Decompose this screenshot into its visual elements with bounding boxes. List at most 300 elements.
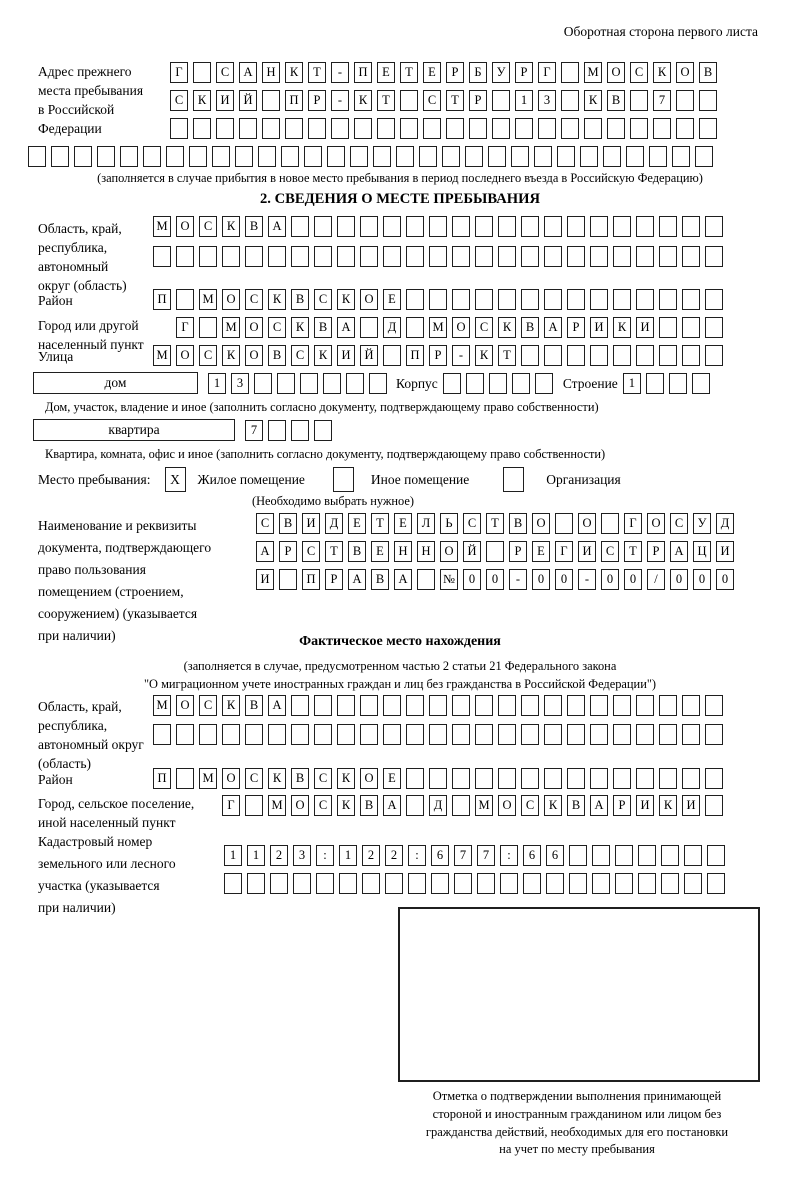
char-cell[interactable]: А xyxy=(256,541,274,562)
char-cell[interactable] xyxy=(406,724,424,745)
char-cell[interactable] xyxy=(659,289,677,310)
char-cell[interactable]: Г xyxy=(170,62,188,83)
char-cell[interactable] xyxy=(603,146,621,167)
char-cell[interactable] xyxy=(636,216,654,237)
char-cell[interactable] xyxy=(486,541,504,562)
char-cell[interactable] xyxy=(293,873,311,894)
char-cell[interactable]: В xyxy=(699,62,717,83)
char-cell[interactable] xyxy=(567,345,585,366)
char-cell[interactable]: О xyxy=(245,345,263,366)
char-cell[interactable]: Е xyxy=(383,768,401,789)
char-cell[interactable]: Й xyxy=(360,345,378,366)
char-cell[interactable]: Т xyxy=(400,62,418,83)
char-cell[interactable] xyxy=(176,289,194,310)
char-cell[interactable]: С xyxy=(199,216,217,237)
char-cell[interactable] xyxy=(406,246,424,267)
char-cell[interactable] xyxy=(682,695,700,716)
char-cell[interactable]: О xyxy=(532,513,550,534)
char-cell[interactable] xyxy=(400,90,418,111)
char-cell[interactable] xyxy=(659,768,677,789)
char-cell[interactable]: А xyxy=(590,795,608,816)
char-cell[interactable] xyxy=(452,768,470,789)
char-cell[interactable]: М xyxy=(153,345,171,366)
char-cell[interactable] xyxy=(661,845,679,866)
char-cell[interactable]: В xyxy=(314,317,332,338)
char-cell[interactable] xyxy=(705,289,723,310)
char-cell[interactable]: Ц xyxy=(693,541,711,562)
char-cell[interactable] xyxy=(659,695,677,716)
char-cell[interactable]: 1 xyxy=(208,373,226,394)
char-cell[interactable]: Е xyxy=(394,513,412,534)
char-cell[interactable] xyxy=(561,90,579,111)
char-cell[interactable]: 0 xyxy=(555,569,573,590)
char-cell[interactable] xyxy=(377,118,395,139)
char-cell[interactable]: А xyxy=(383,795,401,816)
char-cell[interactable] xyxy=(684,845,702,866)
char-cell[interactable] xyxy=(454,873,472,894)
checkbox-organization[interactable] xyxy=(503,467,524,492)
char-cell[interactable]: 3 xyxy=(293,845,311,866)
char-cell[interactable]: Е xyxy=(383,289,401,310)
char-cell[interactable] xyxy=(546,873,564,894)
char-cell[interactable] xyxy=(638,873,656,894)
char-cell[interactable] xyxy=(314,695,332,716)
char-cell[interactable] xyxy=(613,289,631,310)
char-cell[interactable] xyxy=(153,724,171,745)
char-cell[interactable] xyxy=(601,513,619,534)
char-cell[interactable]: Е xyxy=(348,513,366,534)
char-cell[interactable] xyxy=(429,768,447,789)
char-cell[interactable]: 6 xyxy=(523,845,541,866)
char-cell[interactable]: А xyxy=(337,317,355,338)
char-cell[interactable]: 1 xyxy=(515,90,533,111)
char-cell[interactable] xyxy=(360,246,378,267)
char-cell[interactable]: 0 xyxy=(601,569,619,590)
char-cell[interactable] xyxy=(346,373,364,394)
char-cell[interactable]: К xyxy=(498,317,516,338)
char-cell[interactable]: О xyxy=(245,317,263,338)
char-cell[interactable] xyxy=(452,289,470,310)
char-cell[interactable]: Е xyxy=(371,541,389,562)
char-cell[interactable]: Р xyxy=(446,62,464,83)
char-cell[interactable]: Р xyxy=(647,541,665,562)
char-cell[interactable] xyxy=(285,118,303,139)
char-cell[interactable]: К xyxy=(222,216,240,237)
char-cell[interactable]: О xyxy=(222,768,240,789)
char-cell[interactable] xyxy=(535,373,553,394)
char-cell[interactable] xyxy=(235,146,253,167)
char-cell[interactable]: В xyxy=(245,695,263,716)
char-cell[interactable] xyxy=(498,768,516,789)
char-cell[interactable]: 1 xyxy=(224,845,242,866)
char-cell[interactable]: Р xyxy=(308,90,326,111)
char-cell[interactable] xyxy=(239,118,257,139)
char-cell[interactable] xyxy=(291,724,309,745)
char-cell[interactable] xyxy=(682,724,700,745)
char-cell[interactable] xyxy=(245,246,263,267)
char-cell[interactable] xyxy=(406,795,424,816)
char-cell[interactable] xyxy=(431,873,449,894)
char-cell[interactable]: П xyxy=(406,345,424,366)
char-cell[interactable] xyxy=(567,724,585,745)
char-cell[interactable]: 0 xyxy=(624,569,642,590)
char-cell[interactable]: К xyxy=(268,768,286,789)
char-cell[interactable] xyxy=(615,873,633,894)
char-cell[interactable]: Л xyxy=(417,513,435,534)
char-cell[interactable]: 0 xyxy=(716,569,734,590)
char-cell[interactable] xyxy=(590,768,608,789)
char-cell[interactable]: Р xyxy=(613,795,631,816)
char-cell[interactable] xyxy=(262,118,280,139)
char-cell[interactable]: Т xyxy=(486,513,504,534)
char-cell[interactable] xyxy=(469,118,487,139)
char-cell[interactable]: У xyxy=(492,62,510,83)
char-cell[interactable] xyxy=(590,724,608,745)
char-cell[interactable]: С xyxy=(630,62,648,83)
char-cell[interactable] xyxy=(268,246,286,267)
char-cell[interactable]: П xyxy=(302,569,320,590)
char-cell[interactable]: 3 xyxy=(231,373,249,394)
char-cell[interactable]: С xyxy=(423,90,441,111)
char-cell[interactable] xyxy=(682,768,700,789)
char-cell[interactable]: - xyxy=(331,90,349,111)
char-cell[interactable] xyxy=(222,724,240,745)
char-cell[interactable] xyxy=(523,873,541,894)
char-cell[interactable] xyxy=(475,695,493,716)
char-cell[interactable]: В xyxy=(348,541,366,562)
char-cell[interactable] xyxy=(51,146,69,167)
char-cell[interactable] xyxy=(452,695,470,716)
char-cell[interactable]: Н xyxy=(262,62,280,83)
char-cell[interactable] xyxy=(613,768,631,789)
char-cell[interactable]: О xyxy=(176,216,194,237)
char-cell[interactable] xyxy=(521,768,539,789)
char-cell[interactable] xyxy=(498,289,516,310)
char-cell[interactable] xyxy=(429,724,447,745)
char-cell[interactable]: М xyxy=(222,317,240,338)
char-cell[interactable]: П xyxy=(153,768,171,789)
char-cell[interactable]: В xyxy=(509,513,527,534)
char-cell[interactable] xyxy=(199,317,217,338)
char-cell[interactable]: С xyxy=(601,541,619,562)
char-cell[interactable] xyxy=(630,118,648,139)
char-cell[interactable] xyxy=(521,695,539,716)
char-cell[interactable]: Р xyxy=(567,317,585,338)
char-cell[interactable] xyxy=(705,768,723,789)
char-cell[interactable]: С xyxy=(268,317,286,338)
char-cell[interactable]: М xyxy=(199,289,217,310)
char-cell[interactable]: К xyxy=(659,795,677,816)
char-cell[interactable]: И xyxy=(256,569,274,590)
char-cell[interactable]: В xyxy=(245,216,263,237)
char-cell[interactable]: 1 xyxy=(339,845,357,866)
char-cell[interactable] xyxy=(383,724,401,745)
char-cell[interactable]: 2 xyxy=(362,845,380,866)
char-cell[interactable]: Н xyxy=(394,541,412,562)
char-cell[interactable] xyxy=(561,118,579,139)
char-cell[interactable] xyxy=(659,724,677,745)
char-cell[interactable]: В xyxy=(268,345,286,366)
char-cell[interactable]: Й xyxy=(239,90,257,111)
char-cell[interactable]: 7 xyxy=(245,420,263,441)
char-cell[interactable] xyxy=(544,724,562,745)
char-cell[interactable]: - xyxy=(331,62,349,83)
char-cell[interactable] xyxy=(254,373,272,394)
char-cell[interactable]: К xyxy=(653,62,671,83)
char-cell[interactable] xyxy=(705,695,723,716)
char-cell[interactable]: С xyxy=(521,795,539,816)
char-cell[interactable]: О xyxy=(578,513,596,534)
char-cell[interactable]: М xyxy=(429,317,447,338)
char-cell[interactable] xyxy=(669,373,687,394)
char-cell[interactable]: Г xyxy=(555,541,573,562)
char-cell[interactable] xyxy=(429,289,447,310)
char-cell[interactable] xyxy=(337,695,355,716)
char-cell[interactable] xyxy=(28,146,46,167)
char-cell[interactable] xyxy=(544,246,562,267)
char-cell[interactable] xyxy=(360,317,378,338)
char-cell[interactable] xyxy=(699,90,717,111)
char-cell[interactable] xyxy=(676,90,694,111)
char-cell[interactable] xyxy=(592,845,610,866)
char-cell[interactable]: О xyxy=(360,289,378,310)
char-cell[interactable] xyxy=(636,724,654,745)
char-cell[interactable] xyxy=(406,695,424,716)
char-cell[interactable] xyxy=(500,873,518,894)
char-cell[interactable] xyxy=(369,373,387,394)
char-cell[interactable] xyxy=(626,146,644,167)
char-cell[interactable] xyxy=(247,873,265,894)
char-cell[interactable]: О xyxy=(176,695,194,716)
char-cell[interactable]: Е xyxy=(532,541,550,562)
char-cell[interactable] xyxy=(475,289,493,310)
char-cell[interactable] xyxy=(695,146,713,167)
char-cell[interactable]: И xyxy=(636,795,654,816)
char-cell[interactable]: 0 xyxy=(693,569,711,590)
char-cell[interactable]: Г xyxy=(176,317,194,338)
char-cell[interactable]: Д xyxy=(383,317,401,338)
char-cell[interactable] xyxy=(699,118,717,139)
char-cell[interactable] xyxy=(521,724,539,745)
char-cell[interactable] xyxy=(580,146,598,167)
char-cell[interactable] xyxy=(707,845,725,866)
char-cell[interactable]: И xyxy=(636,317,654,338)
char-cell[interactable] xyxy=(613,345,631,366)
char-cell[interactable] xyxy=(189,146,207,167)
char-cell[interactable] xyxy=(400,118,418,139)
char-cell[interactable]: Р xyxy=(469,90,487,111)
char-cell[interactable] xyxy=(475,768,493,789)
char-cell[interactable] xyxy=(613,724,631,745)
char-cell[interactable]: В xyxy=(371,569,389,590)
char-cell[interactable] xyxy=(498,246,516,267)
char-cell[interactable] xyxy=(373,146,391,167)
char-cell[interactable] xyxy=(544,216,562,237)
char-cell[interactable] xyxy=(199,724,217,745)
char-cell[interactable] xyxy=(176,724,194,745)
char-cell[interactable] xyxy=(270,873,288,894)
char-cell[interactable] xyxy=(429,695,447,716)
char-cell[interactable] xyxy=(498,216,516,237)
char-cell[interactable]: 3 xyxy=(538,90,556,111)
char-cell[interactable]: Д xyxy=(429,795,447,816)
char-cell[interactable] xyxy=(498,695,516,716)
char-cell[interactable]: О xyxy=(498,795,516,816)
char-cell[interactable] xyxy=(258,146,276,167)
char-cell[interactable] xyxy=(707,873,725,894)
char-cell[interactable]: Т xyxy=(377,90,395,111)
char-cell[interactable] xyxy=(515,118,533,139)
char-cell[interactable] xyxy=(304,146,322,167)
char-cell[interactable]: № xyxy=(440,569,458,590)
char-cell[interactable] xyxy=(360,724,378,745)
char-cell[interactable] xyxy=(659,345,677,366)
char-cell[interactable] xyxy=(337,246,355,267)
char-cell[interactable] xyxy=(607,118,625,139)
char-cell[interactable] xyxy=(521,216,539,237)
char-cell[interactable]: / xyxy=(647,569,665,590)
char-cell[interactable] xyxy=(153,246,171,267)
char-cell[interactable] xyxy=(590,695,608,716)
char-cell[interactable] xyxy=(676,118,694,139)
char-cell[interactable]: К xyxy=(285,62,303,83)
char-cell[interactable] xyxy=(646,373,664,394)
char-cell[interactable] xyxy=(337,216,355,237)
char-cell[interactable]: В xyxy=(607,90,625,111)
char-cell[interactable]: 2 xyxy=(385,845,403,866)
char-cell[interactable]: К xyxy=(222,695,240,716)
char-cell[interactable] xyxy=(488,146,506,167)
char-cell[interactable] xyxy=(521,246,539,267)
char-cell[interactable]: П xyxy=(153,289,171,310)
char-cell[interactable]: Й xyxy=(463,541,481,562)
char-cell[interactable] xyxy=(569,873,587,894)
char-cell[interactable] xyxy=(383,345,401,366)
char-cell[interactable]: И xyxy=(302,513,320,534)
char-cell[interactable]: 7 xyxy=(454,845,472,866)
char-cell[interactable]: : xyxy=(316,845,334,866)
char-cell[interactable]: М xyxy=(153,216,171,237)
char-cell[interactable]: К xyxy=(337,795,355,816)
char-cell[interactable] xyxy=(406,768,424,789)
char-cell[interactable] xyxy=(362,873,380,894)
char-cell[interactable]: К xyxy=(475,345,493,366)
char-cell[interactable] xyxy=(630,90,648,111)
char-cell[interactable]: Е xyxy=(377,62,395,83)
char-cell[interactable]: Р xyxy=(325,569,343,590)
char-cell[interactable]: А xyxy=(544,317,562,338)
char-cell[interactable]: М xyxy=(475,795,493,816)
char-cell[interactable]: - xyxy=(578,569,596,590)
char-cell[interactable]: О xyxy=(676,62,694,83)
char-cell[interactable]: Г xyxy=(624,513,642,534)
char-cell[interactable]: Т xyxy=(308,62,326,83)
char-cell[interactable]: С xyxy=(245,289,263,310)
char-cell[interactable]: Г xyxy=(538,62,556,83)
char-cell[interactable]: А xyxy=(239,62,257,83)
char-cell[interactable] xyxy=(143,146,161,167)
char-cell[interactable]: Т xyxy=(371,513,389,534)
char-cell[interactable]: С xyxy=(314,768,332,789)
char-cell[interactable]: : xyxy=(500,845,518,866)
char-cell[interactable]: И xyxy=(337,345,355,366)
char-cell[interactable] xyxy=(544,695,562,716)
char-cell[interactable] xyxy=(465,146,483,167)
char-cell[interactable]: 0 xyxy=(486,569,504,590)
char-cell[interactable]: С xyxy=(463,513,481,534)
char-cell[interactable] xyxy=(406,317,424,338)
char-cell[interactable]: - xyxy=(452,345,470,366)
char-cell[interactable]: Т xyxy=(498,345,516,366)
char-cell[interactable] xyxy=(615,845,633,866)
char-cell[interactable] xyxy=(350,146,368,167)
char-cell[interactable] xyxy=(429,216,447,237)
char-cell[interactable]: : xyxy=(408,845,426,866)
char-cell[interactable] xyxy=(262,90,280,111)
char-cell[interactable] xyxy=(466,373,484,394)
char-cell[interactable] xyxy=(193,118,211,139)
char-cell[interactable] xyxy=(222,246,240,267)
char-cell[interactable]: М xyxy=(268,795,286,816)
char-cell[interactable] xyxy=(268,724,286,745)
char-cell[interactable]: К xyxy=(354,90,372,111)
char-cell[interactable] xyxy=(443,373,461,394)
char-cell[interactable] xyxy=(636,246,654,267)
char-cell[interactable]: Б xyxy=(469,62,487,83)
char-cell[interactable] xyxy=(354,118,372,139)
char-cell[interactable]: И xyxy=(590,317,608,338)
char-cell[interactable] xyxy=(511,146,529,167)
char-cell[interactable] xyxy=(567,289,585,310)
char-cell[interactable]: А xyxy=(348,569,366,590)
char-cell[interactable]: П xyxy=(354,62,372,83)
char-cell[interactable] xyxy=(417,569,435,590)
char-cell[interactable] xyxy=(512,373,530,394)
char-cell[interactable] xyxy=(567,695,585,716)
char-cell[interactable]: О xyxy=(222,289,240,310)
char-cell[interactable]: Ь xyxy=(440,513,458,534)
char-cell[interactable]: 6 xyxy=(431,845,449,866)
char-cell[interactable] xyxy=(245,795,263,816)
char-cell[interactable] xyxy=(682,246,700,267)
char-cell[interactable]: К xyxy=(268,289,286,310)
char-cell[interactable]: К xyxy=(222,345,240,366)
char-cell[interactable] xyxy=(692,373,710,394)
char-cell[interactable] xyxy=(224,873,242,894)
char-cell[interactable] xyxy=(314,246,332,267)
char-cell[interactable] xyxy=(684,873,702,894)
char-cell[interactable]: А xyxy=(670,541,688,562)
char-cell[interactable] xyxy=(170,118,188,139)
char-cell[interactable] xyxy=(314,216,332,237)
char-cell[interactable] xyxy=(120,146,138,167)
char-cell[interactable] xyxy=(492,90,510,111)
char-cell[interactable] xyxy=(339,873,357,894)
char-cell[interactable]: С xyxy=(302,541,320,562)
char-cell[interactable]: Д xyxy=(716,513,734,534)
char-cell[interactable] xyxy=(383,246,401,267)
char-cell[interactable]: 1 xyxy=(247,845,265,866)
char-cell[interactable] xyxy=(584,118,602,139)
char-cell[interactable]: 0 xyxy=(463,569,481,590)
char-cell[interactable] xyxy=(279,569,297,590)
char-cell[interactable] xyxy=(555,513,573,534)
char-cell[interactable] xyxy=(649,146,667,167)
char-cell[interactable] xyxy=(268,420,286,441)
char-cell[interactable] xyxy=(590,216,608,237)
char-cell[interactable] xyxy=(613,246,631,267)
char-cell[interactable] xyxy=(672,146,690,167)
